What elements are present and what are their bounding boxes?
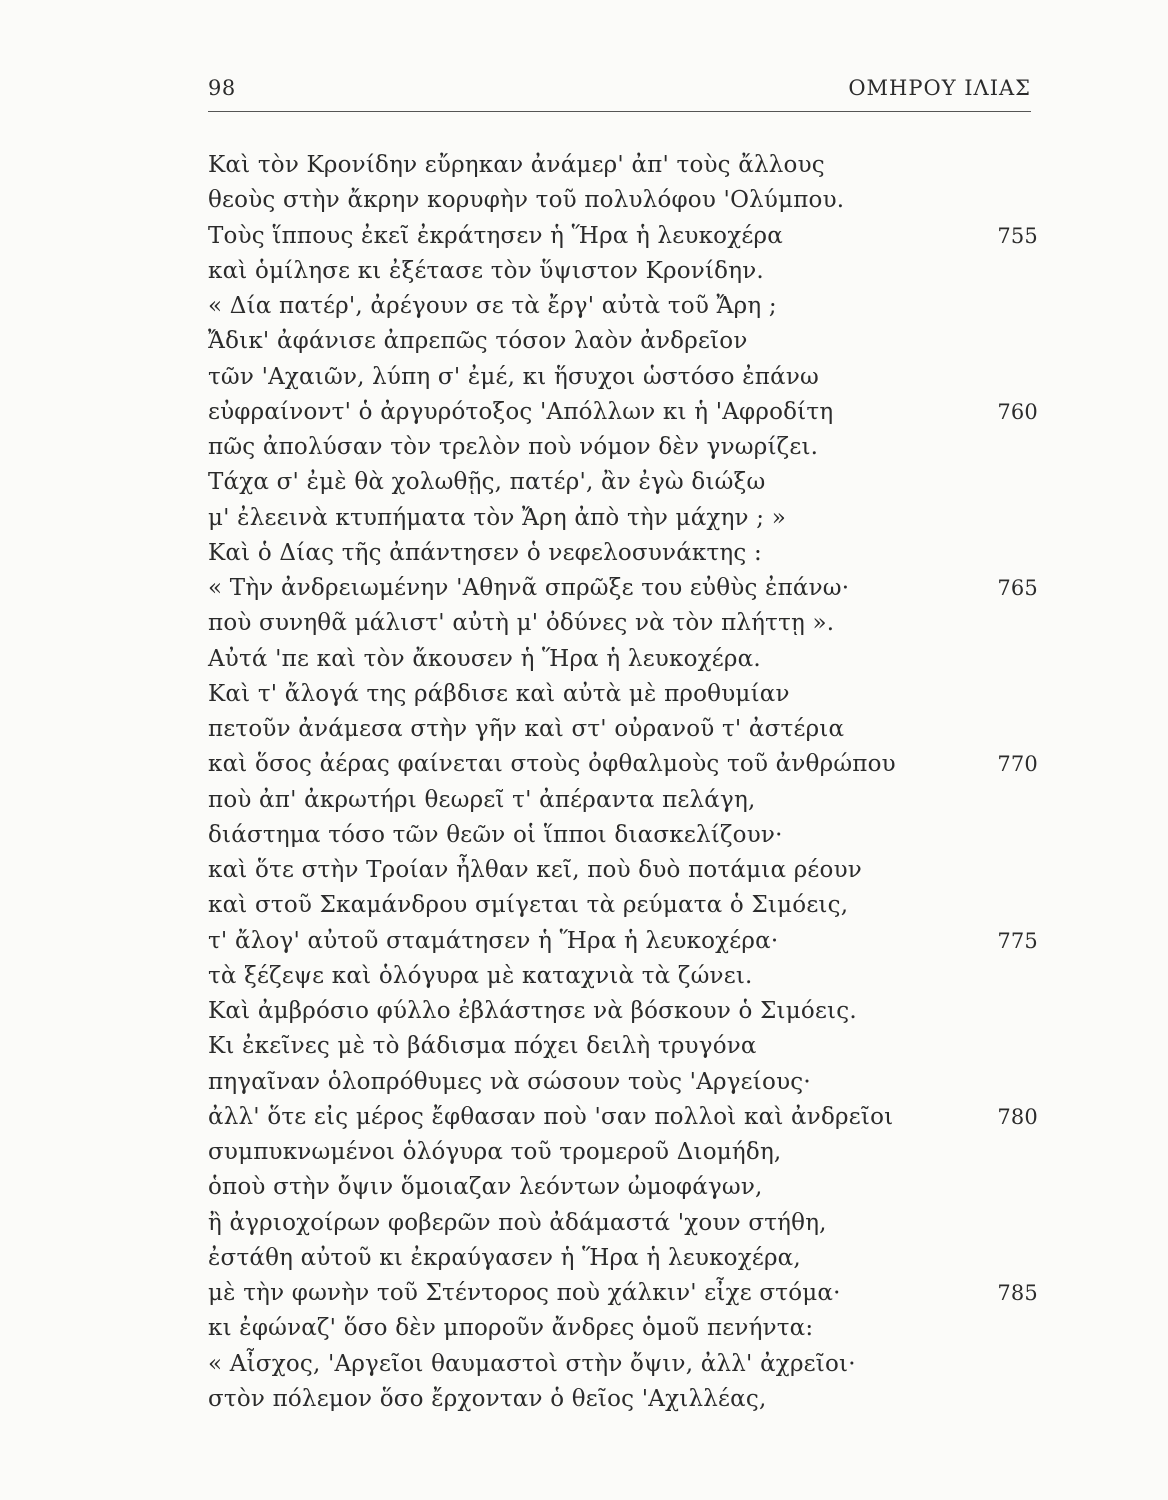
verse-text: ἢ ἀγριοχοίρων φοβερῶν ποὺ ἀδάμαστά 'χουν στήθη, [208,1209,827,1236]
verse-line [208,289,1038,324]
verse-text: μ' ἐλεεινὰ κτυπήματα τὸν Ἄρη ἀπὸ τὴν μάχην ; » [208,504,786,531]
verse-line [208,959,1038,994]
verse-text: εὐφραίνοντ' ὁ ἀργυρότοξος 'Απόλλων κι ἡ 'Αφροδίτη [208,398,834,425]
verse-text: ποὺ συνηθᾶ μάλιστ' αὐτὴ μ' ὀδύνες νὰ τὸν πλήττῃ ». [208,610,835,637]
verse-line [208,747,1038,782]
line-number: 755 [997,223,1038,248]
verse-line [208,1347,1038,1382]
verse-line [208,148,1038,183]
verse-text: καὶ ὅσος ἀέρας φαίνεται στοὺς ὀφθαλμοὺς τοῦ ἀνθρώπου [208,751,896,778]
verse-line [208,1241,1038,1276]
verse-text: ποὺ ἀπ' ἀκρωτήρι θεωρεῖ τ' ἀπέραντα πελάγη, [208,786,756,813]
verse-text: Αὐτά 'πε καὶ τὸν ἄκουσεν ἡ Ἥρα ἡ λευκοχέρα. [208,645,761,672]
running-title: ΟΜΗΡΟΥ ΙΛΙΑΣ [848,76,1031,100]
verse-text: πετοῦν ἀνάμεσα στὴν γῆν καὶ στ' οὐρανοῦ τ' ἀστέρια [208,716,845,742]
verse-line [208,1382,1038,1417]
verse-text: Τάχα σ' ἐμὲ θὰ χολωθῇς, πατέρ', ἂν ἐγὼ διώξω [208,469,766,496]
verse-text: « Τὴν ἀνδρειωμένην 'Αθηνᾶ σπρῶξε του εὐθὺς ἐπάνω· [208,575,850,601]
verse-line [208,1170,1038,1205]
verse-line [208,571,1038,606]
verse-text: ὁποὺ στὴν ὄψιν ὅμοιαζαν λεόντων ὠμοφάγων, [208,1174,763,1201]
verse-text: Τοὺς ἵππους ἐκεῖ ἐκράτησεν ἡ Ἥρα ἡ λευκοχέρα [208,222,783,249]
verse-line [208,395,1038,430]
verse-line [208,219,1038,254]
verse-line [208,254,1038,289]
verse-line [208,642,1038,677]
verse-line [208,360,1038,395]
verse-text: Καὶ τὸν Κρονίδην εὔρηκαν ἀνάμερ' ἀπ' τοὺς ἄλλους [208,152,825,178]
line-number: 760 [997,399,1038,424]
verse-line [208,994,1038,1029]
verse-text: στὸν πόλεμον ὅσο ἔρχονταν ὁ θεῖος 'Αχιλλέας, [208,1385,767,1412]
verse-text: Καὶ τ' ἄλογά της ράβδισε καὶ αὐτὰ μὲ προθυμίαν [208,680,790,707]
verse-line [208,1100,1038,1135]
line-number: 775 [997,928,1038,953]
verse-text: τὰ ξέζεψε καὶ ὁλόγυρα μὲ καταχνιὰ τὰ ζώνει. [208,962,753,989]
verse-line [208,677,1038,712]
line-number: 765 [997,576,1038,600]
page-number: 98 [208,76,236,100]
verse-line [208,324,1038,359]
verse-text: « Αἶσχος, 'Αργεῖοι θαυμαστοὶ στὴν ὄψιν, ἀλλ' ἀχρεῖοι· [208,1350,856,1377]
line-number: 780 [997,1104,1038,1129]
verse-text: πῶς ἀπολύσαν τὸν τρελὸν ποὺ νόμον δὲν γνωρίζει. [208,434,819,460]
verse-line [208,924,1038,959]
verse-line [208,1065,1038,1100]
verse-text: διάστημα τόσο τῶν θεῶν οἱ ἵπποι διασκελίζουν· [208,821,783,848]
verse-text: καὶ στοῦ Σκαμάνδρου σμίγεται τὰ ρεύματα ὁ Σιμόεις, [208,892,849,919]
verse-line [208,1276,1038,1311]
verse-line [208,853,1038,888]
verse-text: Ἄδικ' ἀφάνισε ἀπρεπῶς τόσον λαὸν ἀνδρεῖον [208,328,748,355]
verse-line [208,1206,1038,1241]
verse-text: μὲ τὴν φωνὴν τοῦ Στέντορος ποὺ χάλκιν' εἶχε στόμα· [208,1280,841,1306]
verse-line [208,430,1038,465]
verse-text: πηγαῖναν ὁλοπρόθυμες νὰ σώσουν τοὺς 'Αργείους· [208,1068,811,1095]
header-rule [208,111,1031,112]
verse-text: τῶν 'Αχαιῶν, λύπη σ' ἐμέ, κι ἥσυχοι ὡστόσο ἐπάνω [208,363,819,390]
verse-text: Κι ἐκεῖνες μὲ τὸ βάδισμα πόχει δειλὴ τρυγόνα [208,1033,757,1060]
verse-line [208,536,1038,571]
line-number: 770 [997,752,1038,777]
verse-text: καὶ ὁμίλησε κι ἐξέτασε τὸν ὕψιστον Κρονίδην. [208,257,764,284]
verse-line [208,1029,1038,1064]
verse-line [208,501,1038,536]
verse-text: καὶ ὅτε στὴν Τροίαν ἦλθαν κεῖ, ποὺ δυὸ ποτάμια ρέουν [208,857,862,883]
verse-text: θεοὺς στὴν ἄκρην κορυφὴν τοῦ πολυλόφου 'Ολύμπου. [208,187,845,214]
verse-text: « Δία πατέρ', ἀρέγουν σε τὰ ἔργ' αὐτὰ τοῦ Ἄρη ; [208,293,777,319]
verse-line [208,606,1038,641]
verse-text: ἀλλ' ὅτε εἰς μέρος ἔφθασαν ποὺ 'σαν πολλοὶ καὶ ἀνδρεῖοι [208,1103,894,1130]
verse-text: Καὶ ὁ Δίας τῆς ἀπάντησεν ὁ νεφελοσυνάκτης : [208,539,762,566]
verse-text: ἐστάθη αὐτοῦ κι ἐκραύγασεν ἡ Ἥρα ἡ λευκοχέρα, [208,1244,801,1271]
verse-text: τ' ἄλογ' αὐτοῦ σταμάτησεν ἡ Ἥρα ἡ λευκοχέρα· [208,927,779,954]
page-header [208,72,1031,112]
verse-line [208,1135,1038,1170]
line-number: 785 [997,1281,1038,1305]
verse-line [208,712,1038,747]
verse-line [208,465,1038,500]
verse-text: συμπυκνωμένοι ὁλόγυρα τοῦ τρομεροῦ Διομήδη, [208,1139,782,1165]
verse-line [208,183,1038,218]
verse-text: Καὶ ἀμβρόσιο φύλλο ἐβλάστησε νὰ βόσκουν ὁ Σιμόεις. [208,998,857,1024]
verse-text: κι ἐφώναζ' ὅσο δὲν μποροῦν ἄνδρες ὁμοῦ πενήντα: [208,1315,814,1342]
verse-line [208,888,1038,923]
verse-line [208,818,1038,853]
verse-line [208,783,1038,818]
verse-block [208,148,1038,1417]
verse-line [208,1311,1038,1346]
